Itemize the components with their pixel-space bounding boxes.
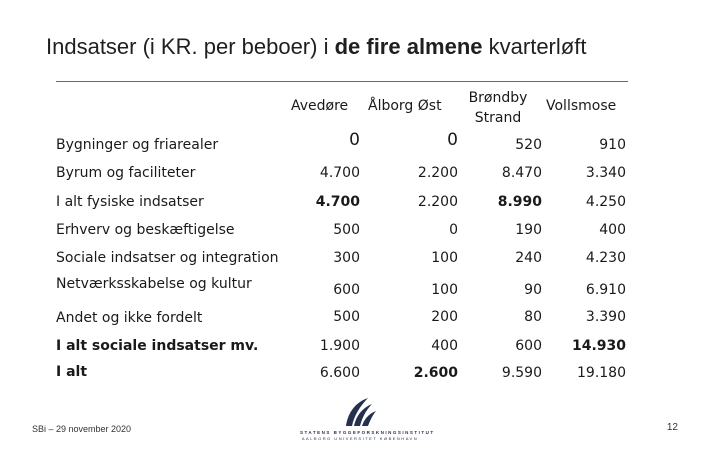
table-cell: 2.200 — [417, 165, 458, 181]
table-cell: 240 — [515, 250, 542, 266]
row-label: I alt fysiske indsatser — [56, 194, 204, 210]
table-cell: 80 — [524, 309, 542, 325]
page-number: 12 — [666, 422, 678, 433]
table-cell: 200 — [431, 309, 458, 325]
row-label: Byrum og faciliteter — [56, 165, 196, 181]
row-label: I alt — [56, 364, 88, 380]
row-label: I alt sociale indsatser mv. — [56, 338, 259, 354]
table-cell: 0 — [349, 130, 360, 150]
sbi-emblem-icon — [342, 396, 378, 428]
footer-text: SBi – 29 november 2020 — [32, 424, 132, 434]
table-cell: 0 — [449, 222, 458, 238]
table-cell: 3.390 — [585, 309, 626, 325]
table-cell: 2.200 — [417, 194, 458, 210]
table-cell: 90 — [524, 282, 542, 298]
table-cell: 500 — [333, 309, 360, 325]
row-label: Andet og ikke fordelt — [56, 310, 203, 326]
table-cell: 3.340 — [585, 165, 626, 181]
table-cell: 14.930 — [571, 338, 626, 354]
table-cell: 100 — [431, 250, 458, 266]
logo-text-institute: STATENS BYGGEFORSKNINGSINSTITUT — [300, 430, 435, 435]
table-cell: 0 — [447, 130, 458, 150]
table-cell: 600 — [333, 282, 360, 298]
slide-title: Indsatser (i KR. per beboer) i de fire almene kvarterløft — [46, 34, 587, 59]
column-header-broendby-strand: Brøndby Strand — [468, 90, 528, 126]
row-label: Sociale indsatser og integration — [56, 250, 279, 266]
header-rule — [56, 81, 628, 82]
column-header-avedore: Avedøre — [291, 98, 349, 114]
table-cell: 400 — [431, 338, 458, 354]
table-cell: 8.990 — [497, 194, 542, 210]
table-cell: 910 — [599, 137, 626, 153]
table-cell: 6.910 — [585, 282, 626, 298]
row-label: Netværksskabelse og kultur — [56, 276, 252, 292]
table-cell: 4.700 — [319, 165, 360, 181]
table-cell: 1.900 — [319, 338, 360, 354]
table-cell: 9.590 — [501, 365, 542, 381]
table-cell: 4.700 — [315, 194, 360, 210]
table-cell: 190 — [515, 222, 542, 238]
table-cell: 400 — [599, 222, 626, 238]
table-cell: 100 — [431, 282, 458, 298]
logo-text-university: AALBORG UNIVERSITET KØBENHAVN — [301, 436, 419, 441]
table-cell: 2.600 — [413, 365, 458, 381]
table-cell: 8.470 — [501, 165, 542, 181]
table-cell: 4.230 — [585, 250, 626, 266]
table-cell: 600 — [515, 338, 542, 354]
sbi-logo — [300, 396, 435, 442]
row-label: Bygninger og friarealer — [56, 137, 219, 153]
table-cell: 520 — [515, 137, 542, 153]
row-label: Erhverv og beskæftigelse — [56, 222, 235, 238]
column-header-vollsmose: Vollsmose — [546, 98, 617, 114]
table-cell: 19.180 — [577, 365, 626, 381]
column-header-aalborg-oest: Ålborg Øst — [368, 98, 442, 114]
table-cell: 500 — [333, 222, 360, 238]
table-cell: 300 — [333, 250, 360, 266]
table-cell: 4.250 — [585, 194, 626, 210]
table-cell: 6.600 — [319, 365, 360, 381]
